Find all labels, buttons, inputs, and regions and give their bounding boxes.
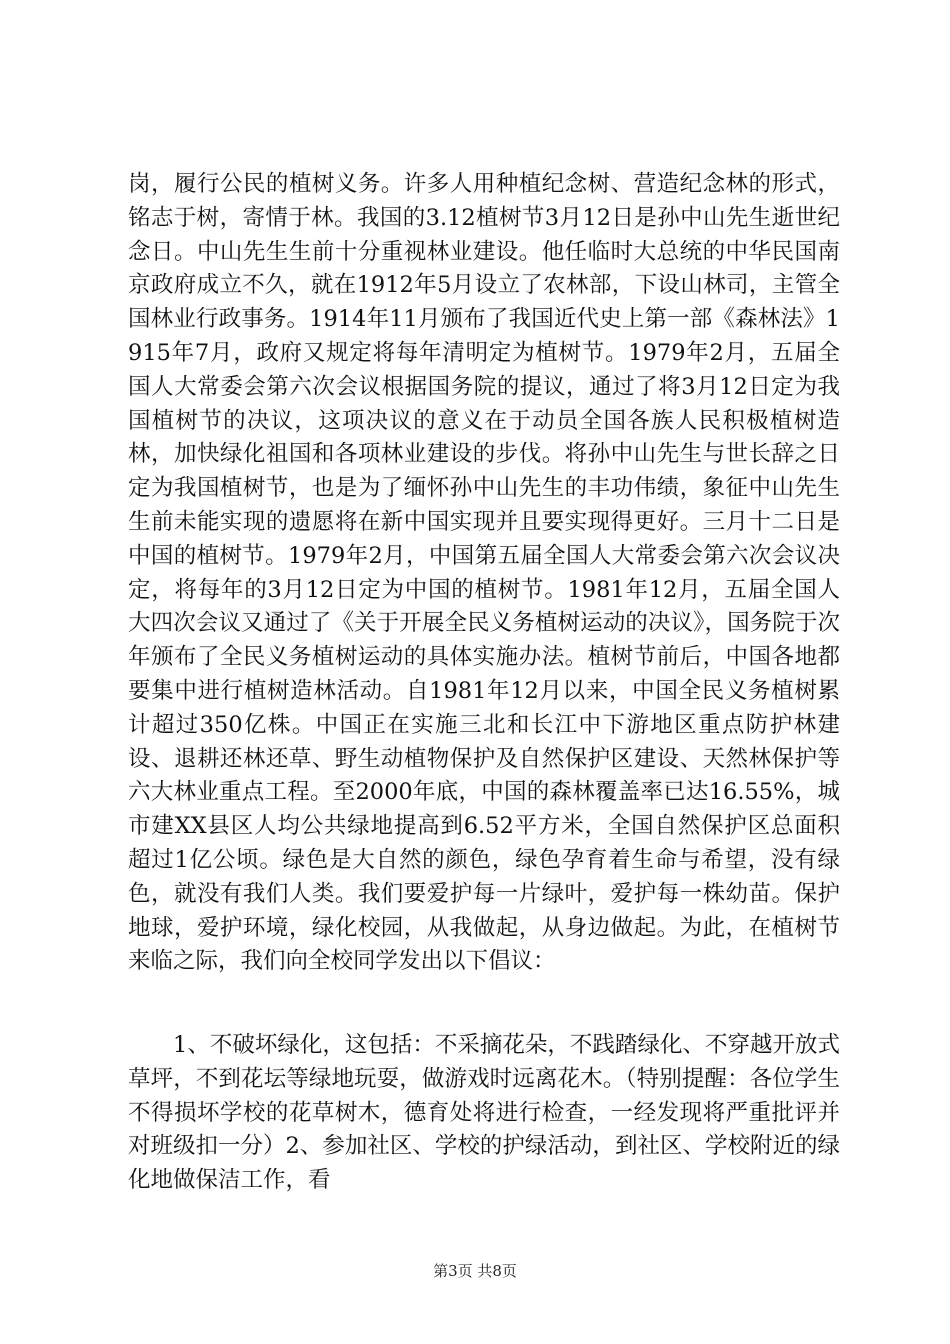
body-paragraph: 1、不破坏绿化，这包括：不采摘花朵，不践踏绿化、不穿越开放式草坪，不到花坛等绿地玩耍，做游戏时远离花木。（特别提醒：各位学生不得损坏学校的花草树木，德育处将进行检查，一经发现将严重批评并对班级扣一分）2、参加社区、学校的护绿活动，到社区、学校附近的绿化地做保洁工作，看 xyxy=(128,1032,840,1194)
body-paragraph: 岗，履行公民的植树义务。许多人用种植纪念树、营造纪念林的形式，铭志于树，寄情于林。我国的3.12植树节3月12日是孙中山先生逝世纪念日。中山先生生前十分重视林业建设。他任临时大总统的中华民国南京政府成立不久，就在1912年5月设立了农林部，下设山林司，主管全国林业行政事务。1914年11月颁布了我国近代史上第一部《森林法》1915年7月，政府又规定将每年清明定为植树节。1979年2月，五届全国人大常委会第六次会议根据国务院的提议，通过了将3月12日定为我国植树节的决议，这项决议的意义在于动员全国各族人民积极植树造林，加快绿化祖国和各项林业建设的步伐。将孙中山先生与世长辞之日定为我国植树节，也是为了缅怀孙中山先生的丰功伟绩，象征中山先生生前未能实现的遗愿将在新中国实现并且要实现得更好。三月十二日是中国的植树节。1979年2月，中国第五届全国人大常委会第六次会议决定，将每年的3月12日定为中国的植树节。1981年12月，五届全国人大四次会议又通过了《关于开展全民义务植树运动的决议》，国务院于次年颁布了全民义务植树运动的具体实施办法。植树节前后，中国各地都要集中进行植树造林活动。自1981年12月以来，中国全民义务植树累计超过350亿株。中国正在实施三北和长江中下游地区重点防护林建设、退耕还林还草、野生动植物保护及自然保护区建设、天然林保护等六大林业重点工程。至2000年底，中国的森林覆盖率已达16.55%，城市建XX县区人均公共绿地提高到6.52平方米，全国自然保护区总面积超过1亿公顷。绿色是大自然的颜色，绿色孕育着生命与希望，没有绿色，就没有我们人类。我们要爱护每一片绿叶，爱护每一株幼苗。保护地球，爱护环境，绿化校园，从我做起，从身边做起。为此，在植树节来临之际，我们向全校同学发出以下倡议： xyxy=(128,171,840,975)
page-number-footer: 第3页 共8页 xyxy=(433,1262,517,1280)
